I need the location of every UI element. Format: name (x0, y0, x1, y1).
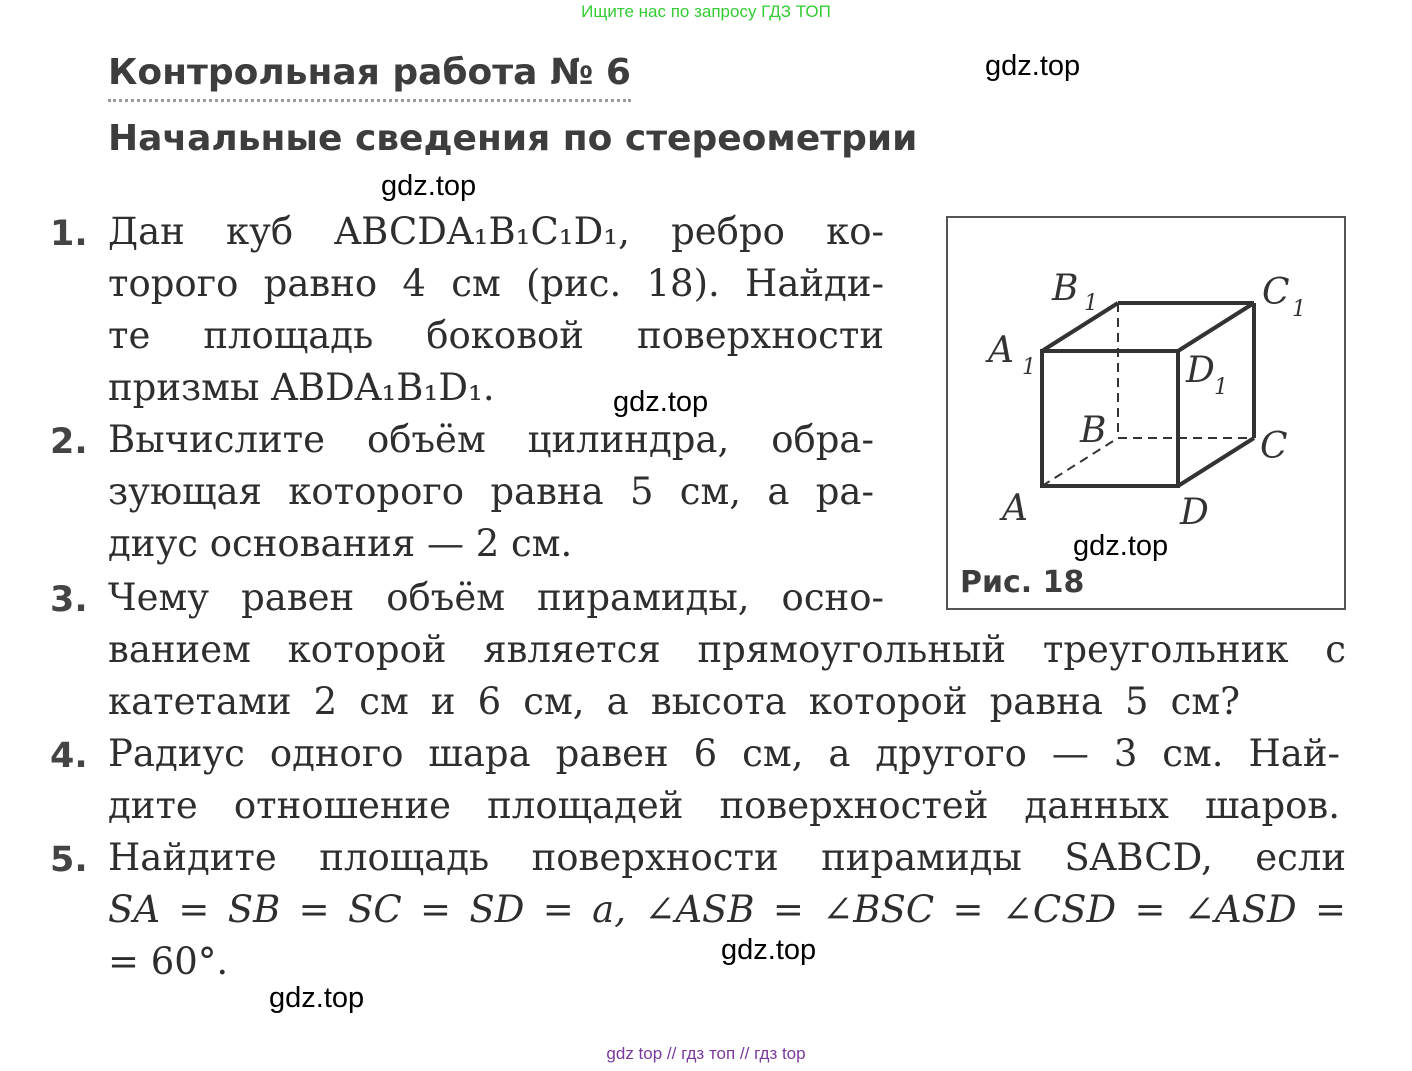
problem-5-line-2: SA = SB = SC = SD = a, ∠ASB = ∠BSC = ∠CSD = ∠ASD = (108, 888, 1346, 931)
problem-2-line-2: зующая которого равна 5 см, а ра- (108, 470, 874, 513)
problem-1-line-3: те площадь боковой поверхности (108, 314, 884, 357)
problem-1-number: 1. (50, 214, 88, 254)
problem-1-line-1: Дан куб ABCDA₁B₁C₁D₁, ребро ко- (108, 210, 884, 253)
search-banner: Ищите нас по запросу ГДЗ ТОП (581, 2, 831, 21)
label-a1-sub: 1 (1022, 355, 1036, 380)
problem-1-line-2: торого равно 4 см (рис. 18). Найди- (108, 262, 884, 305)
watermark-5: gdz.top (721, 934, 817, 966)
edge-d1c1 (1178, 303, 1254, 351)
label-a1: A (988, 330, 1014, 371)
label-b1: B (1052, 268, 1079, 309)
label-c: C (1260, 426, 1288, 467)
label-c1-sub: 1 (1292, 297, 1306, 322)
figure-caption: Рис. 18 (960, 565, 1085, 600)
page-subtitle: Начальные сведения по стереометрии (108, 118, 918, 159)
page-title: Контрольная работа № 6 (108, 52, 631, 102)
watermark-2: gdz.top (381, 170, 477, 202)
label-a: A (1002, 488, 1028, 529)
problem-2-number: 2. (50, 422, 88, 462)
problem-4-number: 4. (50, 736, 88, 776)
label-d: D (1180, 492, 1209, 533)
problem-1-line-4: призмы ABDA₁B₁D₁. (108, 366, 495, 409)
edge-dc (1178, 438, 1254, 486)
watermark-3: gdz.top (613, 386, 709, 418)
problem-3-number: 3. (50, 580, 88, 620)
problem-3-line-2: ванием которой является прямоугольный треугольник с (108, 628, 1346, 671)
footer-links: gdz top // гдз топ // гдз top (606, 1044, 806, 1063)
label-c1: C (1262, 272, 1290, 313)
watermark-6: gdz.top (269, 982, 365, 1014)
watermark-4: gdz.top (1073, 530, 1169, 562)
watermark-1: gdz.top (985, 50, 1081, 82)
label-d1: D (1186, 350, 1215, 391)
problem-4-line-1: Радиус одного шара равен 6 см, а другого — 3 см. Най- (108, 732, 1340, 775)
edge-a1b1 (1042, 303, 1118, 351)
front-face (1042, 351, 1178, 486)
problem-2-line-3: диус основания — 2 см. (108, 522, 573, 565)
label-b: B (1080, 410, 1107, 451)
label-b1-sub: 1 (1084, 291, 1098, 316)
problem-4-line-2: дите отношение площадей поверхностей данных шаров. (108, 784, 1340, 827)
problem-3-line-1: Чему равен объём пирамиды, осно- (108, 576, 884, 619)
problem-5-line-3: = 60°. (108, 940, 229, 983)
problem-3-line-3: катетами 2 см и 6 см, а высота которой равна 5 см? (108, 680, 1240, 723)
label-d1-sub: 1 (1214, 375, 1228, 400)
problem-2-line-1: Вычислите объём цилиндра, обра- (108, 418, 874, 461)
problem-5-number: 5. (50, 840, 88, 880)
problem-5-line-1: Найдите площадь поверхности пирамиды SABCD, если (108, 836, 1346, 879)
